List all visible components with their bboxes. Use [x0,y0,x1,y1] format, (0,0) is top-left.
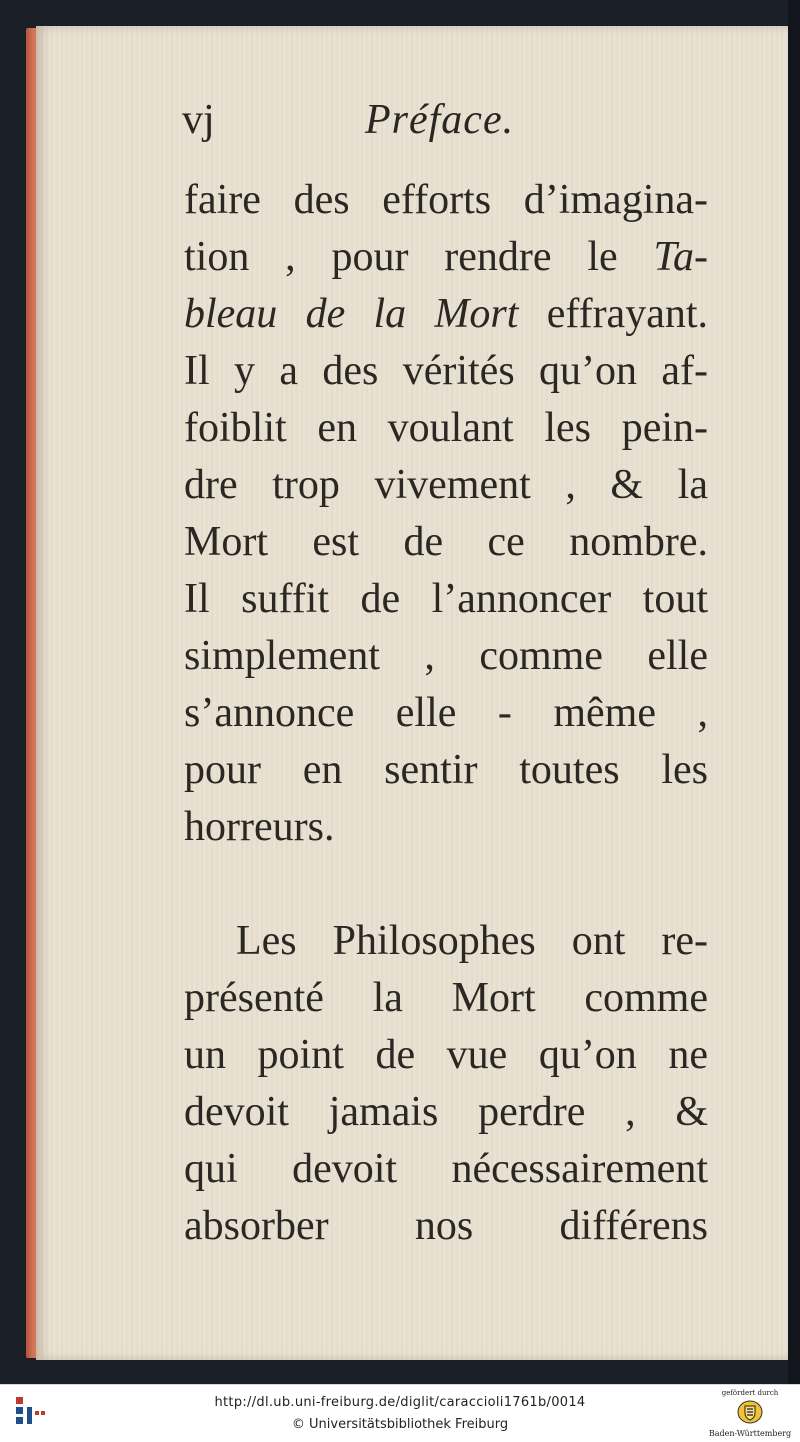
text-line: Les Philosophes ont re- [236,918,708,964]
text-line: qui devoit nécessairement [184,1146,708,1192]
sponsor-name: Baden-Württemberg [708,1429,792,1438]
sponsor-badge [708,1387,792,1441]
copyright-notice: © Universitätsbibliothek Freiburg [291,1417,509,1432]
coat-of-arms-icon [737,1399,763,1425]
text-line: tion , pour rendre le Ta- [184,234,708,280]
text-line: faire des efforts d’imagina- [184,177,708,223]
text-line: foiblit en voulant les pein- [184,405,708,451]
paragraph-1 [184,172,708,856]
viewer-footer [0,1384,800,1442]
page-folio: vj [182,97,215,143]
permalink-url[interactable]: http://dl.ub.uni-freiburg.de/diglit/caraccioli1761b/0014 [214,1395,586,1410]
text-line: pour en sentir toutes les [184,747,708,793]
text-line: simplement , comme elle [184,633,708,679]
text-line: Il y a des vérités qu’on af- [184,348,708,394]
text-line: bleau de la Mort effrayant. [184,291,709,337]
page-body-text [184,172,708,1255]
text-line: Il suffit de l’annoncer tout [184,576,708,622]
text-line: horreurs. [184,804,335,850]
paragraph-gap [184,856,708,913]
text-line: un point de vue qu’on ne [184,1032,708,1078]
text-line: présenté la Mort comme [184,975,708,1021]
running-head: Préface. [365,97,515,143]
sponsor-caption: gefördert durch [721,1389,779,1397]
binding-edge [788,0,800,1384]
text-line: dre trop vivement , & la [184,462,708,508]
text-line: s’annonce elle - même , [184,690,708,736]
text-line: absorber nos différens [184,1203,708,1249]
text-line: Mort est de ce nombre. [184,519,708,565]
paragraph-2 [184,913,708,1255]
text-line: devoit jamais perdre , & [184,1089,708,1135]
